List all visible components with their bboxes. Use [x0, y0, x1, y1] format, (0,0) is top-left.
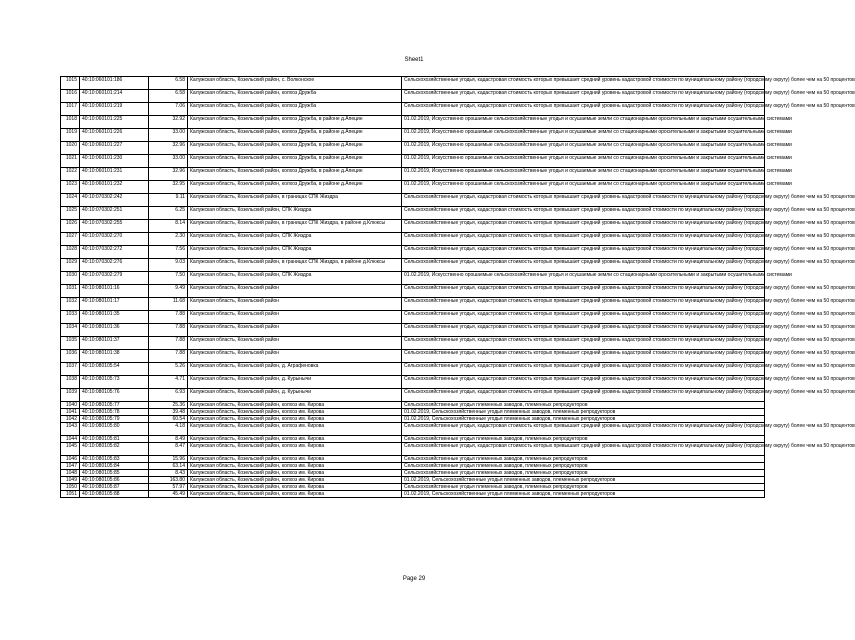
area-cell: 8.47 — [149, 443, 188, 456]
area-cell: 33.00 — [149, 155, 188, 168]
address-cell: Калужская область, Козельский район, колхоз Дружба, в районе д.Апецин — [188, 168, 402, 181]
address-cell: Калужская область, Козельский район, колхоз Дружба — [188, 103, 402, 116]
table-row — [61, 470, 765, 477]
land-category-cell: Сельскохозяйственные угодья племенных заводов, племенных репродукторов — [402, 484, 765, 491]
table-row — [61, 298, 765, 311]
address-cell: Калужская область, Козельский район, СПК Жиздра — [188, 246, 402, 259]
address-cell: Калужская область, Козельский район, колхоз им. Кирова — [188, 477, 402, 484]
area-cell: 7.88 — [149, 324, 188, 337]
cadastral-number-cell: 40:10:080105:84 — [80, 463, 149, 470]
table-row — [61, 233, 765, 246]
land-category-cell: Сельскохозяйственные угодья, кадастровая стоимость которых превышает средний уровень кадастровой стоимости по муниципальному району (городскому округу) более чем на 50 процентов — [402, 423, 765, 436]
row-number-cell: 1016 — [61, 90, 80, 103]
area-cell: 60.54 — [149, 416, 188, 423]
cadastral-number-cell: 40:10:070302:279 — [80, 272, 149, 285]
address-cell: Калужская область, Козельский район, д. Курынычи — [188, 389, 402, 402]
row-number-cell: 1040 — [61, 402, 80, 409]
address-cell: Калужская область, Козельский район, в границах СПК Жиздра, в районе д.Клюксы — [188, 220, 402, 233]
address-cell: Калужская область, Козельский район — [188, 311, 402, 324]
row-number-cell: 1017 — [61, 103, 80, 116]
page-number: Page 29 — [402, 576, 426, 582]
address-cell: Калужская область, Козельский район, колхоз им. Кирова — [188, 484, 402, 491]
row-number-cell: 1051 — [61, 491, 80, 498]
table-row — [61, 129, 765, 142]
row-number-cell: 1023 — [61, 181, 80, 194]
land-category-cell: 01.02.2019, Искусственно орошаемые сельскохозяйственные угодья и осушаемые земли со стационарными оросительными и закрытыми осушительными системами — [402, 155, 765, 168]
address-cell: Калужская область, Козельский район, в границах СПК Жиздра, в районе д.Клюксы — [188, 259, 402, 272]
address-cell: Калужская область, Козельский район, колхоз им. Кирова — [188, 456, 402, 463]
area-cell: 8.14 — [149, 220, 188, 233]
area-cell: 6.25 — [149, 207, 188, 220]
row-number-cell: 1026 — [61, 220, 80, 233]
table-row — [61, 103, 765, 116]
table-row — [61, 259, 765, 272]
row-number-cell: 1037 — [61, 363, 80, 376]
address-cell: Калужская область, Козельский район — [188, 298, 402, 311]
area-cell: 9.49 — [149, 285, 188, 298]
address-cell: Калужская область, Козельский район, колхоз им. Кирова — [188, 423, 402, 436]
cadastral-number-cell: 40:10:060101:231 — [80, 168, 149, 181]
row-number-cell: 1018 — [61, 116, 80, 129]
table-row — [61, 491, 765, 498]
address-cell: Калужская область, Козельский район, колхоз им. Кирова — [188, 409, 402, 416]
cadastral-number-cell: 40:10:070302:272 — [80, 246, 149, 259]
land-category-cell: 01.02.2019, Искусственно орошаемые сельскохозяйственные угодья и осушаемые земли со стационарными оросительными и закрытыми осушительными системами — [402, 181, 765, 194]
table-row — [61, 285, 765, 298]
address-cell: Калужская область, Козельский район, колхоз Дружба, в районе д.Апецин — [188, 181, 402, 194]
land-category-cell: Сельскохозяйственные угодья, кадастровая стоимость которых превышает средний уровень кадастровой стоимости по муниципальному району (городскому округу) более чем на 50 процентов — [402, 90, 765, 103]
row-number-cell: 1048 — [61, 470, 80, 477]
cadastral-number-cell: 40:10:080105:80 — [80, 423, 149, 436]
land-category-cell: Сельскохозяйственные угодья племенных заводов, племенных репродукторов — [402, 436, 765, 443]
land-category-cell: Сельскохозяйственные угодья, кадастровая стоимость которых превышает средний уровень кадастровой стоимости по муниципальному району (городскому округу) более чем на 50 процентов — [402, 259, 765, 272]
table-row — [61, 402, 765, 409]
address-cell: Калужская область, Козельский район — [188, 285, 402, 298]
row-number-cell: 1042 — [61, 416, 80, 423]
land-category-cell: Сельскохозяйственные угодья племенных заводов, племенных репродукторов — [402, 470, 765, 477]
address-cell: Калужская область, Козельский район, колхоз им. Кирова — [188, 402, 402, 409]
cadastral-number-cell: 40:10:060101:227 — [80, 142, 149, 155]
table-body — [61, 77, 855, 498]
cadastral-number-cell: 40:10:080105:77 — [80, 402, 149, 409]
land-category-cell: Сельскохозяйственные угодья племенных заводов, племенных репродукторов — [402, 463, 765, 470]
table-row — [61, 484, 765, 491]
row-number-cell: 1036 — [61, 350, 80, 363]
land-category-cell: 01.02.2019, Искусственно орошаемые сельскохозяйственные угодья и осушаемые земли со стационарными оросительными и закрытыми осушительными системами — [402, 116, 765, 129]
area-cell: 4.71 — [149, 376, 188, 389]
area-cell: 7.50 — [149, 272, 188, 285]
table-row — [61, 155, 765, 168]
area-cell: 7.06 — [149, 103, 188, 116]
row-number-cell: 1044 — [61, 436, 80, 443]
area-cell: 8.43 — [149, 470, 188, 477]
land-category-cell: Сельскохозяйственные угодья племенных заводов, племенных репродукторов — [402, 456, 765, 463]
area-cell: 9.11 — [149, 194, 188, 207]
row-number-cell: 1025 — [61, 207, 80, 220]
table-row — [61, 220, 765, 233]
table-row — [61, 311, 765, 324]
row-number-cell: 1034 — [61, 324, 80, 337]
area-cell: 163.80 — [149, 477, 188, 484]
table-row — [61, 477, 765, 484]
address-cell: Калужская область, Козельский район, СПК Жиздра — [188, 207, 402, 220]
cadastral-number-cell: 40:10:080105:76 — [80, 389, 149, 402]
land-category-cell: Сельскохозяйственные угодья, кадастровая стоимость которых превышает средний уровень кадастровой стоимости по муниципальному району (городскому округу) более чем на 50 процентов — [402, 324, 765, 337]
row-number-cell: 1045 — [61, 443, 80, 456]
address-cell: Калужская область, Козельский район, с. Волконское — [188, 77, 402, 90]
area-cell: 11.68 — [149, 298, 188, 311]
cadastral-number-cell: 40:10:080105:81 — [80, 436, 149, 443]
row-number-cell: 1033 — [61, 311, 80, 324]
cadastral-number-cell: 40:10:080105:85 — [80, 470, 149, 477]
table-row — [61, 246, 765, 259]
table-row — [61, 376, 765, 389]
row-number-cell: 1032 — [61, 298, 80, 311]
area-cell: 5.26 — [149, 363, 188, 376]
address-cell: Калужская область, Козельский район, колхоз Дружба, в районе д.Апецин — [188, 142, 402, 155]
area-cell: 39.48 — [149, 409, 188, 416]
address-cell: Калужская область, Козельский район — [188, 350, 402, 363]
cadastral-number-cell: 40:10:060101:186 — [80, 77, 149, 90]
land-category-cell: Сельскохозяйственные угодья, кадастровая стоимость которых превышает средний уровень кадастровой стоимости по муниципальному району (городскому округу) более чем на 50 процентов — [402, 246, 765, 259]
row-number-cell: 1046 — [61, 456, 80, 463]
row-number-cell: 1019 — [61, 129, 80, 142]
row-number-cell: 1015 — [61, 77, 80, 90]
land-category-cell: Сельскохозяйственные угодья, кадастровая стоимость которых превышает средний уровень кадастровой стоимости по муниципальному району (городскому округу) более чем на 50 процентов — [402, 233, 765, 246]
area-cell: 33.00 — [149, 129, 188, 142]
cadastral-number-cell: 40:10:080101:16 — [80, 285, 149, 298]
address-cell: Калужская область, Козельский район, колхоз им. Кирова — [188, 436, 402, 443]
cadastral-number-cell: 40:10:060101:232 — [80, 181, 149, 194]
land-category-cell: Сельскохозяйственные угодья, кадастровая стоимость которых превышает средний уровень кадастровой стоимости по муниципальному району (городскому округу) более чем на 50 процентов — [402, 363, 765, 376]
address-cell: Калужская область, Козельский район, СПК Жиздра — [188, 233, 402, 246]
cadastral-number-cell: 40:10:080101:17 — [80, 298, 149, 311]
row-number-cell: 1047 — [61, 463, 80, 470]
table-row — [61, 350, 765, 363]
area-cell: 7.56 — [149, 246, 188, 259]
row-number-cell: 1035 — [61, 337, 80, 350]
area-cell: 6.93 — [149, 389, 188, 402]
land-category-cell: Сельскохозяйственные угодья, кадастровая стоимость которых превышает средний уровень кадастровой стоимости по муниципальному району (городскому округу) более чем на 50 процентов — [402, 389, 765, 402]
cadastral-number-cell: 40:10:080105:88 — [80, 491, 149, 498]
cadastral-number-cell: 40:10:080105:79 — [80, 416, 149, 423]
cadastral-number-cell: 40:10:070302:270 — [80, 233, 149, 246]
row-number-cell: 1049 — [61, 477, 80, 484]
area-cell: 6.58 — [149, 77, 188, 90]
land-category-cell: Сельскохозяйственные угодья, кадастровая стоимость которых превышает средний уровень кадастровой стоимости по муниципальному району (городскому округу) более чем на 50 процентов — [402, 376, 765, 389]
address-cell: Калужская область, Козельский район, колхоз Дружба — [188, 90, 402, 103]
cadastral-number-cell: 40:10:060101:214 — [80, 90, 149, 103]
row-number-cell: 1043 — [61, 423, 80, 436]
land-category-cell: Сельскохозяйственные угодья, кадастровая стоимость которых превышает средний уровень кадастровой стоимости по муниципальному району (городскому округу) более чем на 50 процентов — [402, 285, 765, 298]
address-cell: Калужская область, Козельский район — [188, 324, 402, 337]
area-cell: 32.95 — [149, 181, 188, 194]
table-row — [61, 436, 765, 443]
area-cell: 63.14 — [149, 463, 188, 470]
table-row — [61, 389, 765, 402]
address-cell: Калужская область, Козельский район, д. Аграфеновка — [188, 363, 402, 376]
row-number-cell: 1050 — [61, 484, 80, 491]
area-cell: 32.96 — [149, 142, 188, 155]
land-category-cell: Сельскохозяйственные угодья, кадастровая стоимость которых превышает средний уровень кадастровой стоимости по муниципальному району (городскому округу) более чем на 50 процентов — [402, 350, 765, 363]
area-cell: 32.96 — [149, 168, 188, 181]
cadastral-number-cell: 40:10:060101:219 — [80, 103, 149, 116]
land-category-cell: Сельскохозяйственные угодья, кадастровая стоимость которых превышает средний уровень кадастровой стоимости по муниципальному району (городскому округу) более чем на 50 процентов — [402, 207, 765, 220]
row-number-cell: 1020 — [61, 142, 80, 155]
cadastral-number-cell: 40:10:070302:251 — [80, 207, 149, 220]
address-cell: Калужская область, Козельский район, колхоз им. Кирова — [188, 443, 402, 456]
cadastral-number-cell: 40:10:070302:276 — [80, 259, 149, 272]
table-row — [61, 463, 765, 470]
land-category-cell: 01.02.2019, Сельскохозяйственные угодья племенных заводов, племенных репродукторов — [402, 409, 765, 416]
table-row — [61, 416, 765, 423]
table-row — [61, 207, 765, 220]
land-category-cell: 01.02.2019, Искусственно орошаемые сельскохозяйственные угодья и осушаемые земли со стационарными оросительными и закрытыми осушительными системами — [402, 129, 765, 142]
land-category-cell: Сельскохозяйственные угодья, кадастровая стоимость которых превышает средний уровень кадастровой стоимости по муниципальному району (городскому округу) более чем на 50 процентов — [402, 220, 765, 233]
address-cell: Калужская область, Козельский район, колхоз им. Кирова — [188, 416, 402, 423]
table-row — [61, 194, 765, 207]
table-row — [61, 116, 765, 129]
cadastral-number-cell: 40:10:080105:87 — [80, 484, 149, 491]
row-number-cell: 1027 — [61, 233, 80, 246]
address-cell: Калужская область, Козельский район, колхоз Дружба, в районе д.Апецин — [188, 155, 402, 168]
table-row — [61, 77, 765, 90]
address-cell: Калужская область, Козельский район, д. Курынычи — [188, 376, 402, 389]
row-number-cell: 1038 — [61, 376, 80, 389]
area-cell: 7.88 — [149, 350, 188, 363]
row-number-cell: 1021 — [61, 155, 80, 168]
row-number-cell: 1041 — [61, 409, 80, 416]
land-parcels-table — [60, 76, 855, 498]
area-cell: 25.36 — [149, 402, 188, 409]
table-row — [61, 272, 765, 285]
table-row — [61, 337, 765, 350]
area-cell: 57.97 — [149, 484, 188, 491]
cadastral-number-cell: 40:10:080105:54 — [80, 363, 149, 376]
row-number-cell: 1022 — [61, 168, 80, 181]
table-row — [61, 168, 765, 181]
land-category-cell: 01.02.2019, Искусственно орошаемые сельскохозяйственные угодья и осушаемые земли со стационарными оросительными и закрытыми осушительными системами — [402, 168, 765, 181]
row-number-cell: 1039 — [61, 389, 80, 402]
row-number-cell: 1024 — [61, 194, 80, 207]
cadastral-number-cell: 40:10:080105:78 — [80, 409, 149, 416]
table-row — [61, 456, 765, 463]
cadastral-number-cell: 40:10:080101:37 — [80, 337, 149, 350]
cadastral-number-cell: 40:10:080105:86 — [80, 477, 149, 484]
table-row — [61, 90, 765, 103]
land-category-cell: 01.02.2019, Сельскохозяйственные угодья племенных заводов, племенных репродукторов — [402, 477, 765, 484]
area-cell: 8.49 — [149, 436, 188, 443]
land-category-cell: Сельскохозяйственные угодья, кадастровая стоимость которых превышает средний уровень кадастровой стоимости по муниципальному району (городскому округу) более чем на 50 процентов — [402, 77, 765, 90]
land-category-cell: 01.02.2019, Сельскохозяйственные угодья племенных заводов, племенных репродукторов — [402, 416, 765, 423]
cadastral-number-cell: 40:10:070302:255 — [80, 220, 149, 233]
cadastral-number-cell: 40:10:080105:83 — [80, 456, 149, 463]
land-category-cell: Сельскохозяйственные угодья, кадастровая стоимость которых превышает средний уровень кадастровой стоимости по муниципальному району (городскому округу) более чем на 50 процентов — [402, 443, 765, 456]
address-cell: Калужская область, Козельский район, в границах СПК Жиздра — [188, 194, 402, 207]
land-category-cell: Сельскохозяйственные угодья племенных заводов, племенных репродукторов — [402, 402, 765, 409]
area-cell: 9.03 — [149, 259, 188, 272]
land-category-cell: Сельскохозяйственные угодья, кадастровая стоимость которых превышает средний уровень кадастровой стоимости по муниципальному району (городскому округу) более чем на 50 процентов — [402, 311, 765, 324]
address-cell: Калужская область, Козельский район, колхоз Дружба, в районе д.Апецин — [188, 129, 402, 142]
table-row — [61, 324, 765, 337]
cadastral-number-cell: 40:10:080105:82 — [80, 443, 149, 456]
area-cell: 15.96 — [149, 456, 188, 463]
area-cell: 7.88 — [149, 337, 188, 350]
address-cell: Калужская область, Козельский район, СПК Жиздра — [188, 272, 402, 285]
area-cell: 7.88 — [149, 311, 188, 324]
area-cell: 6.58 — [149, 90, 188, 103]
row-number-cell: 1028 — [61, 246, 80, 259]
row-number-cell: 1031 — [61, 285, 80, 298]
table-row — [61, 443, 765, 456]
land-category-cell: Сельскохозяйственные угодья, кадастровая стоимость которых превышает средний уровень кадастровой стоимости по муниципальному району (городскому округу) более чем на 50 процентов — [402, 298, 765, 311]
address-cell: Калужская область, Козельский район, колхоз им. Кирова — [188, 470, 402, 477]
area-cell: 45.49 — [149, 491, 188, 498]
land-category-cell: 01.02.2019, Искусственно орошаемые сельскохозяйственные угодья и осушаемые земли со стационарными оросительными и закрытыми осушительными системами — [402, 142, 765, 155]
land-category-cell: 01.02.2019, Сельскохозяйственные угодья племенных заводов, племенных репродукторов — [402, 491, 765, 498]
table-row — [61, 181, 765, 194]
address-cell: Калужская область, Козельский район — [188, 337, 402, 350]
address-cell: Калужская область, Козельский район, колхоз им. Кирова — [188, 491, 402, 498]
cadastral-number-cell: 40:10:060101:230 — [80, 155, 149, 168]
cadastral-number-cell: 40:10:080101:38 — [80, 350, 149, 363]
area-cell: 32.92 — [149, 116, 188, 129]
cadastral-number-cell: 40:10:060101:225 — [80, 116, 149, 129]
land-category-cell: Сельскохозяйственные угодья, кадастровая стоимость которых превышает средний уровень кадастровой стоимости по муниципальному району (городскому округу) более чем на 50 процентов — [402, 337, 765, 350]
cadastral-number-cell: 40:10:080105:73 — [80, 376, 149, 389]
sheet-title: Sheet1 — [404, 57, 424, 63]
table-row — [61, 142, 765, 155]
address-cell: Калужская область, Козельский район, колхоз им. Кирова — [188, 463, 402, 470]
cadastral-number-cell: 40:10:060101:226 — [80, 129, 149, 142]
table-row — [61, 363, 765, 376]
address-cell: Калужская область, Козельский район, колхоз Дружба, в районе д.Апецин — [188, 116, 402, 129]
land-category-cell: 01.02.2019, Искусственно орошаемые сельскохозяйственные угодья и осушаемые земли со стационарными оросительными и закрытыми осушительными системами — [402, 272, 765, 285]
cadastral-number-cell: 40:10:070302:242 — [80, 194, 149, 207]
row-number-cell: 1029 — [61, 259, 80, 272]
table-row — [61, 423, 765, 436]
cadastral-number-cell: 40:10:080101:35 — [80, 311, 149, 324]
row-number-cell: 1030 — [61, 272, 80, 285]
land-category-cell: Сельскохозяйственные угодья, кадастровая стоимость которых превышает средний уровень кадастровой стоимости по муниципальному району (городскому округу) более чем на 50 процентов — [402, 194, 765, 207]
area-cell: 4.18 — [149, 423, 188, 436]
table-row — [61, 409, 765, 416]
area-cell: 2.30 — [149, 233, 188, 246]
cadastral-number-cell: 40:10:080101:36 — [80, 324, 149, 337]
land-category-cell: Сельскохозяйственные угодья, кадастровая стоимость которых превышает средний уровень кадастровой стоимости по муниципальному району (городскому округу) более чем на 50 процентов — [402, 103, 765, 116]
